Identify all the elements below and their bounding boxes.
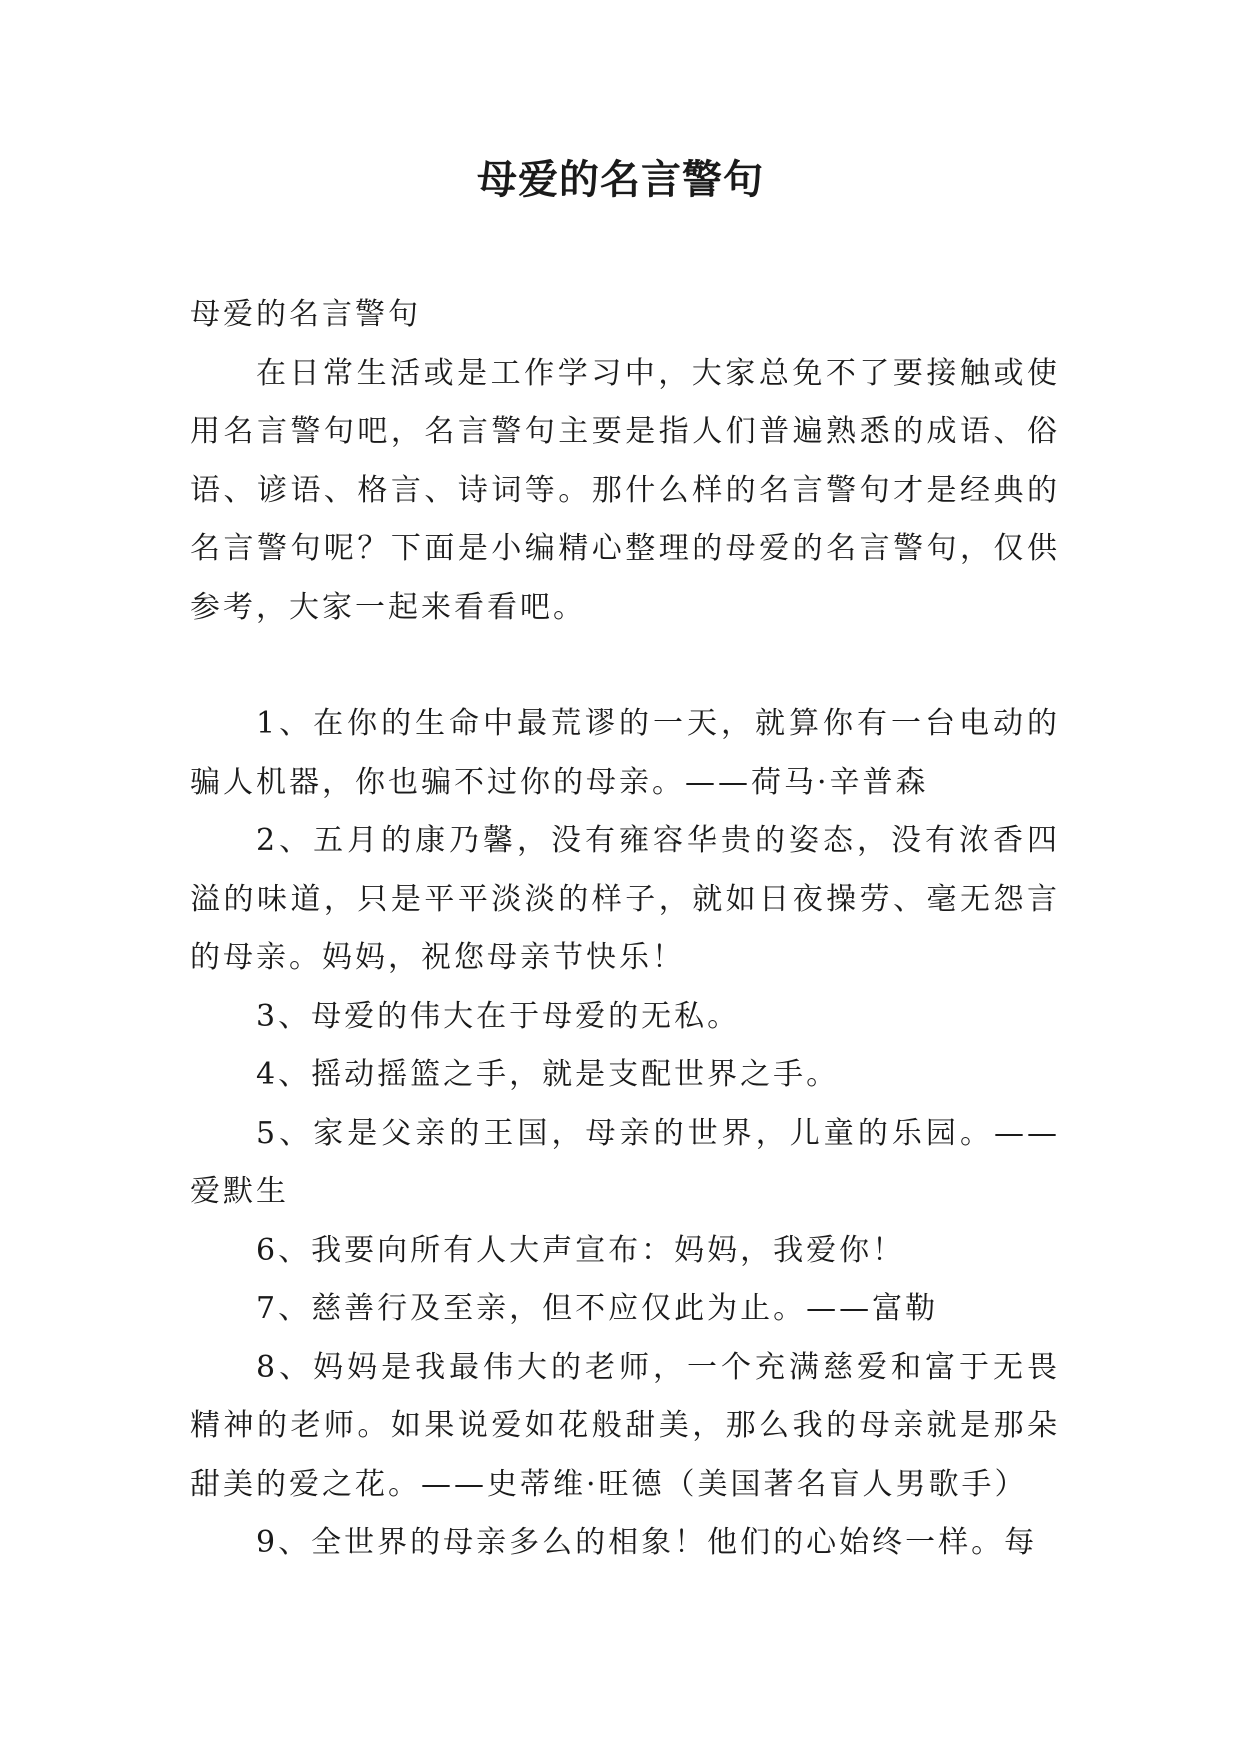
quote-item: 1、在你的生命中最荒谬的一天，就算你有一台电动的骗人机器，你也骗不过你的母亲。——荷马·辛普森 [190,706,1060,800]
quote-item: 9、全世界的母亲多么的相象！他们的心始终一样。每 [256,1525,1038,1560]
quote-item: 7、慈善行及至亲，但不应仅此为止。——富勒 [256,1291,939,1326]
quote-item: 4、摇动摇篮之手，就是支配世界之手。 [256,1057,840,1092]
intro-paragraph: 在日常生活或是工作学习中，大家总免不了要接触或使用名言警句吧，名言警句主要是指人们普遍熟悉的成语、俗语、谚语、格言、诗词等。那什么样的名言警句才是经典的名言警句呢？下面是小编精心整理的母爱的名言警句，仅供参考，大家一起来看看吧。 [190,355,1060,625]
quote-item: 2、五月的康乃馨，没有雍容华贵的姿态，没有浓香四溢的味道，只是平平淡淡的样子，就如日夜操劳、毫无怨言的母亲。妈妈，祝您母亲节快乐！ [190,823,1060,975]
document-title: 母爱的名言警句 [477,157,764,203]
quote-item: 8、妈妈是我最伟大的老师，一个充满慈爱和富于无畏精神的老师。如果说爱如花般甜美，那么我的母亲就是那朵甜美的爱之花。——史蒂维·旺德（美国著名盲人男歌手） [190,1349,1060,1502]
quote-item: 5、家是父亲的王国，母亲的世界，儿童的乐园。——爱默生 [190,1115,1060,1209]
quote-item: 3、母爱的伟大在于母爱的无私。 [256,998,741,1034]
section-heading: 母爱的名言警句 [190,297,421,332]
quote-item: 6、我要向所有人大声宣布：妈妈，我爱你！ [256,1232,906,1268]
paragraph-gap [190,637,1060,695]
document-body [190,286,1060,1573]
